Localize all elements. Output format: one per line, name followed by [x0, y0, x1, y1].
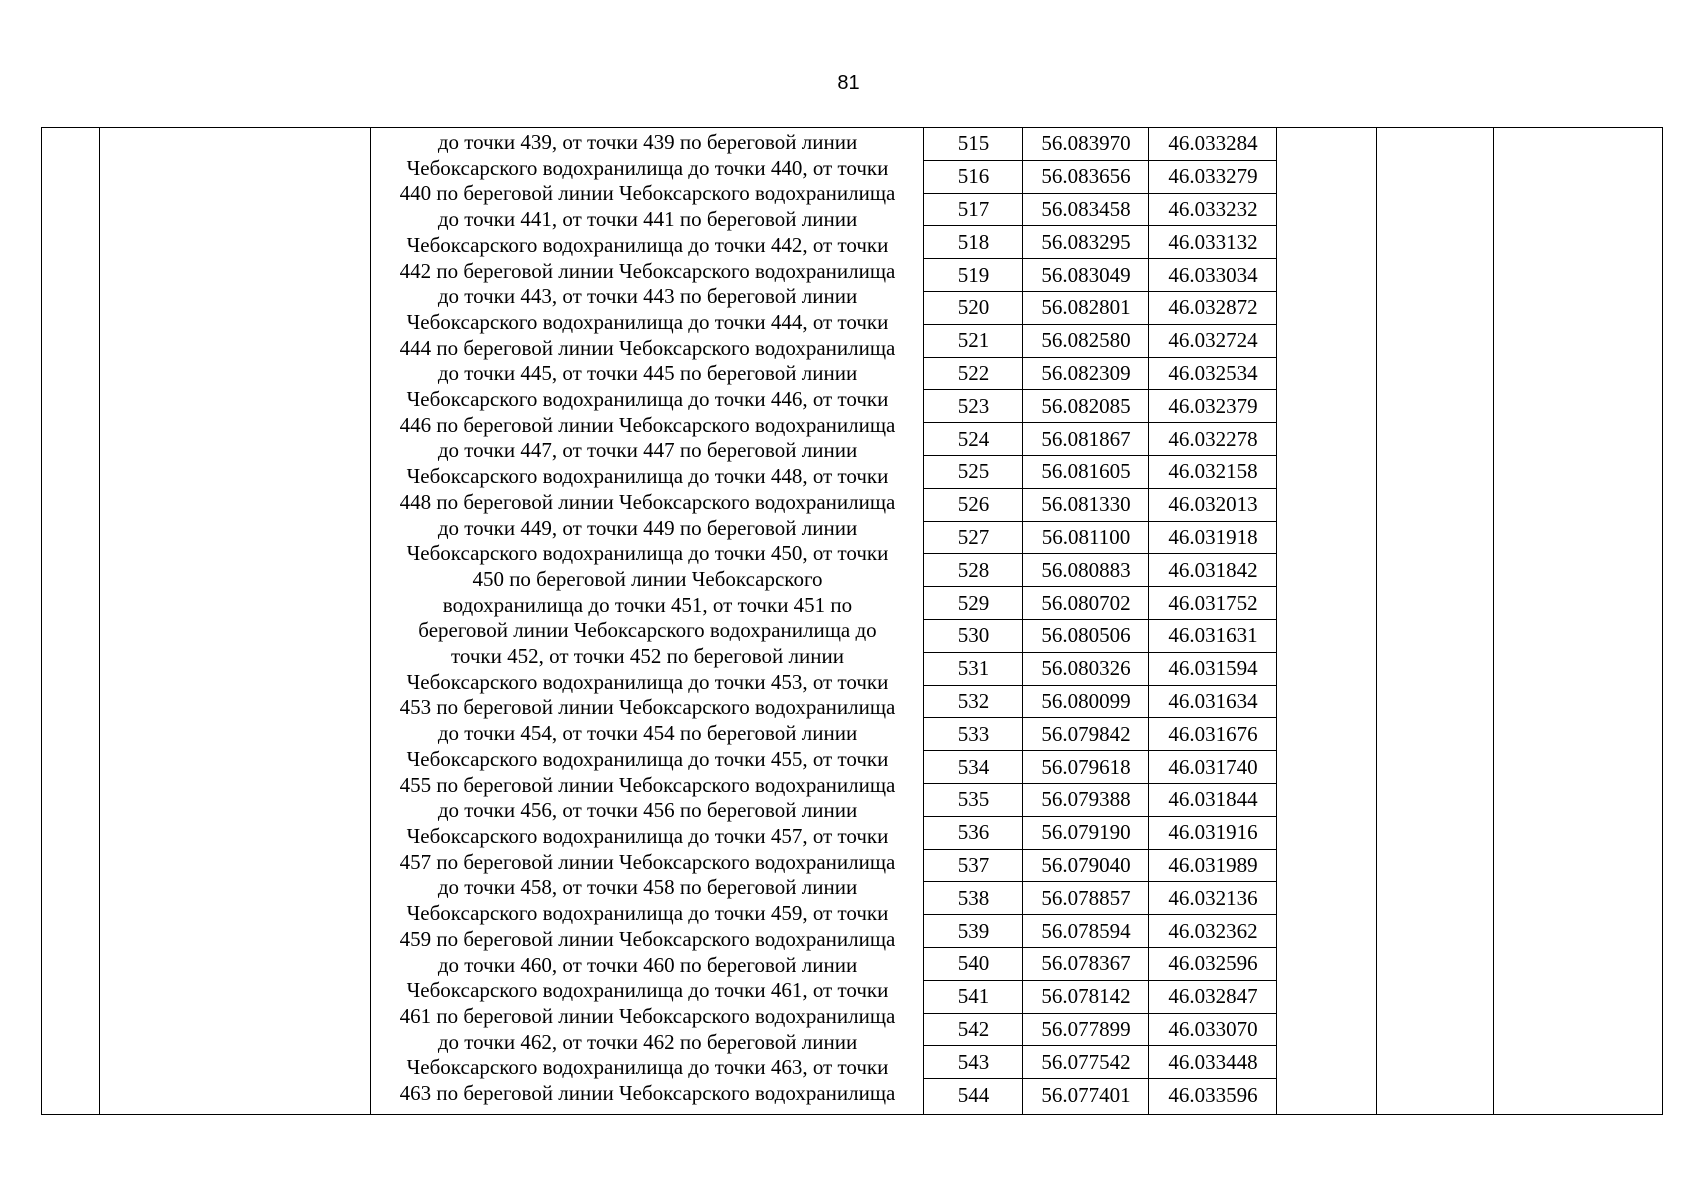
longitude-cell: 46.031634 — [1168, 688, 1258, 713]
table-row — [924, 653, 1277, 686]
longitude-cell: 46.033279 — [1168, 164, 1258, 189]
latitude-cell: 56.080099 — [1041, 688, 1131, 713]
longitude-cell: 46.031752 — [1168, 590, 1258, 615]
description-line: водохранилища до точки 451, от точки 451 по — [442, 592, 853, 617]
latitude-cell: 56.077401 — [1041, 1083, 1131, 1107]
point-number: 525 — [957, 459, 990, 484]
point-number: 535 — [957, 787, 990, 812]
longitude-cell: 46.031842 — [1168, 557, 1258, 582]
table-row — [924, 686, 1277, 719]
latitude-cell: 56.077542 — [1041, 1049, 1131, 1074]
empty-column-1 — [42, 128, 99, 1114]
table-row — [924, 456, 1277, 489]
table-row — [924, 128, 1277, 161]
description-line: до точки 443, от точки 443 по береговой линии — [437, 284, 858, 309]
latitude-cell: 56.078367 — [1041, 951, 1131, 976]
point-number: 517 — [957, 196, 990, 221]
table-row — [924, 226, 1277, 259]
description-line: 444 по береговой линии Чебоксарского водохранилища — [399, 335, 896, 360]
point-number: 536 — [957, 820, 990, 845]
table-row — [924, 882, 1277, 915]
table-row — [924, 325, 1277, 358]
point-number: 538 — [957, 885, 990, 910]
description-line: 448 по береговой линии Чебоксарского водохранилища — [399, 489, 896, 514]
table-row — [924, 358, 1277, 391]
description-line: 440 по береговой линии Чебоксарского водохранилища — [399, 181, 896, 206]
points-grid — [924, 128, 1277, 1112]
table-row — [924, 948, 1277, 981]
point-number: 529 — [957, 590, 990, 615]
table-row — [924, 981, 1277, 1014]
latitude-cell: 56.083049 — [1041, 262, 1131, 287]
point-number: 530 — [957, 623, 990, 648]
longitude-cell: 46.031676 — [1168, 721, 1258, 746]
description-line: Чебоксарского водохранилища до точки 442, от точки — [406, 232, 889, 257]
longitude-cell: 46.033232 — [1168, 196, 1258, 221]
longitude-cell: 46.032847 — [1168, 984, 1258, 1009]
table-row — [924, 390, 1277, 423]
table-row — [924, 850, 1277, 883]
longitude-cell: 46.032278 — [1168, 426, 1258, 451]
point-number: 518 — [957, 229, 990, 254]
description-line: до точки 449, от точки 449 по береговой линии — [437, 515, 858, 540]
longitude-cell: 46.033596 — [1168, 1083, 1258, 1107]
table-row — [924, 751, 1277, 784]
description-line: до точки 454, от точки 454 по береговой линии — [437, 721, 858, 746]
longitude-cell: 46.031916 — [1168, 820, 1258, 845]
latitude-cell: 56.080506 — [1041, 623, 1131, 648]
column-divider — [1148, 128, 1149, 1114]
latitude-cell: 56.083458 — [1041, 196, 1131, 221]
latitude-cell: 56.082309 — [1041, 360, 1131, 385]
table-row — [924, 161, 1277, 194]
latitude-cell: 56.082085 — [1041, 393, 1131, 418]
longitude-cell: 46.033132 — [1168, 229, 1258, 254]
latitude-cell: 56.078857 — [1041, 885, 1131, 910]
description-line: до точки 462, от точки 462 по береговой линии — [437, 1029, 858, 1054]
point-number: 534 — [957, 754, 990, 779]
latitude-cell: 56.083970 — [1041, 131, 1131, 156]
description-line: Чебоксарского водохранилища до точки 444, от точки — [406, 309, 889, 334]
description-line: Чебоксарского водохранилища до точки 440, от точки — [406, 155, 889, 180]
table-row — [924, 522, 1277, 555]
point-number: 532 — [957, 688, 990, 713]
description-line: Чебоксарского водохранилища до точки 459, от точки — [406, 901, 889, 926]
longitude-cell: 46.031631 — [1168, 623, 1258, 648]
empty-column-2 — [99, 128, 371, 1114]
latitude-cell: 56.080702 — [1041, 590, 1131, 615]
table-row — [924, 718, 1277, 751]
table-row — [924, 554, 1277, 587]
point-number: 522 — [957, 360, 990, 385]
description-line: Чебоксарского водохранилища до точки 448, от точки — [406, 464, 889, 489]
latitude-cell: 56.079388 — [1041, 787, 1131, 812]
empty-column-9 — [1494, 128, 1662, 1114]
point-number: 520 — [957, 295, 990, 320]
longitude-cell: 46.032872 — [1168, 295, 1258, 320]
table-row — [924, 817, 1277, 850]
point-number: 541 — [957, 984, 990, 1009]
table-row — [924, 1014, 1277, 1047]
description-line: Чебоксарского водохранилища до точки 457, от точки — [406, 823, 889, 848]
description-line: 459 по береговой линии Чебоксарского водохранилища — [399, 926, 896, 951]
description-line: Чебоксарского водохранилища до точки 453, от точки — [406, 669, 889, 694]
description-line: до точки 460, от точки 460 по береговой линии — [437, 952, 858, 977]
latitude-cell: 56.077899 — [1041, 1016, 1131, 1041]
point-number: 515 — [957, 131, 990, 156]
longitude-cell: 46.032534 — [1168, 360, 1258, 385]
longitude-cell: 46.033284 — [1168, 131, 1258, 156]
point-number: 523 — [957, 393, 990, 418]
longitude-cell: 46.033448 — [1168, 1049, 1258, 1074]
point-number: 533 — [957, 721, 990, 746]
longitude-cell: 46.031844 — [1168, 787, 1258, 812]
empty-column-7 — [1277, 128, 1377, 1114]
description-line: Чебоксарского водохранилища до точки 463, от точки — [406, 1055, 889, 1080]
latitude-cell: 56.079618 — [1041, 754, 1131, 779]
latitude-cell: 56.083656 — [1041, 164, 1131, 189]
point-number: 543 — [957, 1049, 990, 1074]
longitude-cell: 46.032013 — [1168, 492, 1258, 517]
coordinates-table — [41, 127, 1663, 1115]
longitude-cell: 46.032724 — [1168, 328, 1258, 353]
latitude-cell: 56.083295 — [1041, 229, 1131, 254]
table-row — [924, 194, 1277, 227]
longitude-cell: 46.033034 — [1168, 262, 1258, 287]
point-number: 544 — [957, 1083, 990, 1107]
latitude-cell: 56.080326 — [1041, 656, 1131, 681]
point-number: 526 — [957, 492, 990, 517]
point-number: 527 — [957, 524, 990, 549]
latitude-cell: 56.078594 — [1041, 918, 1131, 943]
longitude-cell: 46.032379 — [1168, 393, 1258, 418]
description-line: Чебоксарского водохранилища до точки 461, от точки — [406, 978, 889, 1003]
latitude-cell: 56.079842 — [1041, 721, 1131, 746]
description-line: 461 по береговой линии Чебоксарского водохранилища — [399, 1003, 896, 1028]
point-number: 516 — [957, 164, 990, 189]
latitude-cell: 56.079040 — [1041, 852, 1131, 877]
latitude-cell: 56.081330 — [1041, 492, 1131, 517]
table-row — [924, 292, 1277, 325]
longitude-cell: 46.031594 — [1168, 656, 1258, 681]
latitude-cell: 56.081867 — [1041, 426, 1131, 451]
description-line: 455 по береговой линии Чебоксарского водохранилища — [399, 772, 896, 797]
description-line: до точки 458, от точки 458 по береговой линии — [437, 875, 858, 900]
description-line: 450 по береговой линии Чебоксарского — [472, 566, 823, 591]
description-line: до точки 456, от точки 456 по береговой линии — [437, 798, 858, 823]
longitude-cell: 46.031740 — [1168, 754, 1258, 779]
description-line: Чебоксарского водохранилища до точки 455, от точки — [406, 746, 889, 771]
latitude-cell: 56.082801 — [1041, 295, 1131, 320]
longitude-cell: 46.032362 — [1168, 918, 1258, 943]
page-number: 81 — [837, 72, 860, 94]
description-line: береговой линии Чебоксарского водохранилища до — [418, 618, 877, 643]
latitude-cell: 56.082580 — [1041, 328, 1131, 353]
table-row — [924, 784, 1277, 817]
description-line: 446 по береговой линии Чебоксарского водохранилища — [399, 412, 896, 437]
description-line: точки 452, от точки 452 по береговой линии — [451, 644, 844, 669]
table-row — [924, 1079, 1277, 1112]
longitude-cell: 46.033070 — [1168, 1016, 1258, 1041]
point-number: 539 — [957, 918, 990, 943]
latitude-cell: 56.081605 — [1041, 459, 1131, 484]
longitude-cell: 46.032158 — [1168, 459, 1258, 484]
point-number: 542 — [957, 1016, 990, 1041]
point-number: 531 — [957, 656, 990, 681]
description-line: до точки 441, от точки 441 по береговой линии — [437, 207, 858, 232]
latitude-cell: 56.078142 — [1041, 984, 1131, 1009]
longitude-cell: 46.031918 — [1168, 524, 1258, 549]
table-row — [924, 423, 1277, 456]
point-number: 537 — [957, 852, 990, 877]
description-line: Чебоксарского водохранилища до точки 450, от точки — [406, 541, 889, 566]
point-number: 521 — [957, 328, 990, 353]
description-line: 453 по береговой линии Чебоксарского водохранилища — [399, 695, 896, 720]
point-number: 519 — [957, 262, 990, 287]
table-row — [924, 587, 1277, 620]
description-line: до точки 439, от точки 439 по береговой линии — [437, 130, 858, 154]
longitude-cell: 46.031989 — [1168, 852, 1258, 877]
longitude-cell: 46.032136 — [1168, 885, 1258, 910]
latitude-cell: 56.081100 — [1041, 524, 1131, 549]
table-row — [924, 915, 1277, 948]
table-row — [924, 259, 1277, 292]
point-number: 528 — [957, 557, 990, 582]
table-row — [924, 620, 1277, 653]
point-number: 540 — [957, 951, 990, 976]
description-line: 442 по береговой линии Чебоксарского водохранилища — [399, 258, 896, 283]
longitude-cell: 46.032596 — [1168, 951, 1258, 976]
table-row — [924, 489, 1277, 522]
empty-column-8 — [1377, 128, 1494, 1114]
boundary-description — [371, 128, 924, 1114]
column-divider — [1022, 128, 1023, 1114]
point-number: 524 — [957, 426, 990, 451]
latitude-cell: 56.079190 — [1041, 820, 1131, 845]
description-line: до точки 445, от точки 445 по береговой линии — [437, 361, 858, 386]
table-row — [924, 1046, 1277, 1079]
description-line: Чебоксарского водохранилища до точки 446, от точки — [406, 387, 889, 412]
latitude-cell: 56.080883 — [1041, 557, 1131, 582]
description-line: 457 по береговой линии Чебоксарского водохранилища — [399, 849, 896, 874]
description-line: до точки 447, от точки 447 по береговой линии — [437, 438, 858, 463]
description-line: 463 по береговой линии Чебоксарского водохранилища — [399, 1081, 896, 1106]
